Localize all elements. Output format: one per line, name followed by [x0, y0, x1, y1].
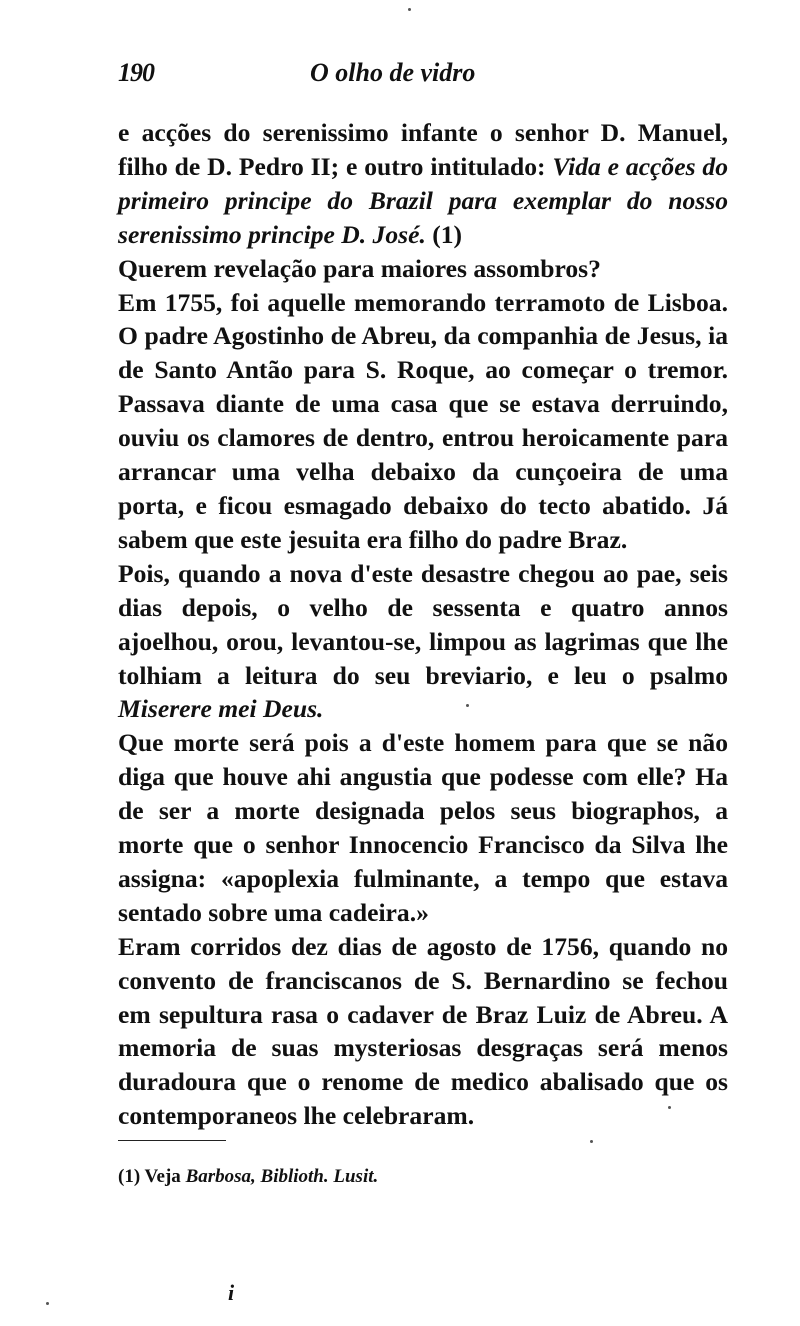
page-header [118, 58, 718, 94]
paragraph-2: Querem revelação para maiores assombros? [118, 253, 601, 283]
footnote-reference: (1) [425, 219, 463, 249]
running-title: O olho de vidro [310, 58, 476, 87]
signature-mark: i [228, 1280, 235, 1305]
print-speck [408, 8, 411, 11]
paragraph-4-text: Pois, quando a nova d'este desastre chegou ao pae, seis dias depois, o velho de sessenta e quatro annos ajoelhou, orou, levantou-se, limpou as lagrimas que lhe tolhiam a leitura do seu breviario, e leu o psalmo [118, 558, 728, 690]
print-speck [466, 704, 469, 707]
footnote-citation: Barbosa, Biblioth. Lusit. [185, 1166, 379, 1187]
footnote-marker: (1) Veja [118, 1166, 186, 1187]
page-number: 190 [118, 58, 154, 87]
paragraph-3: Em 1755, foi aquelle memorando terramoto de Lisboa. O padre Agostinho de Abreu, da companhia de Jesus, ia de Santo Antão para S. Roque, ao começar o tremor. Passava diante de uma casa que se estava derruindo, ouviu os clamores de dentro, entrou heroicamente para arrancar uma velha debaixo da cunçoeira de uma porta, e ficou esmagado debaixo do tecto abatido. Já sabem que este jesuita era filho do padre Braz. [118, 287, 728, 554]
print-speck [46, 1302, 49, 1305]
paragraph-1 [118, 116, 728, 252]
paragraph-4-italic-psalm: Miserere mei Deus. [118, 694, 324, 724]
paragraph-6: Eram corridos dez dias de agosto de 1756, quando no convento de franciscanos de S. Bernardino se fechou em sepultura rasa o cadaver de Braz Luiz de Abreu. A memoria de suas mysteriosas desgraças será menos duradoura que o renome de medico abalisado que os contemporaneos lhe celebraram. [118, 931, 728, 1131]
body-text [118, 116, 728, 1133]
footnote-divider [118, 1140, 226, 1141]
footnote [118, 1166, 378, 1188]
paragraph-1-italic-title: Vida e acções do primeiro principe do Brazil para exemplar do nosso serenissimo principe D. José. [118, 151, 728, 249]
print-speck [590, 1140, 593, 1143]
paragraph-5: Que morte será pois a d'este homem para que se não diga que houve ahi angustia que podesse com elle? Ha de ser a morte designada pelos seus biographos, a morte que o senhor Innocencio Francisco da Silva lhe assigna: «apoplexia fulminante, a tempo que estava sentado sobre uma cadeira.» [118, 728, 728, 927]
paragraph-1-text: e acções do serenissimo infante o senhor D. Manuel, filho de D. Pedro II; e outro intitulado: [118, 118, 728, 181]
print-speck [668, 1106, 671, 1109]
paragraph-4 [118, 557, 728, 727]
